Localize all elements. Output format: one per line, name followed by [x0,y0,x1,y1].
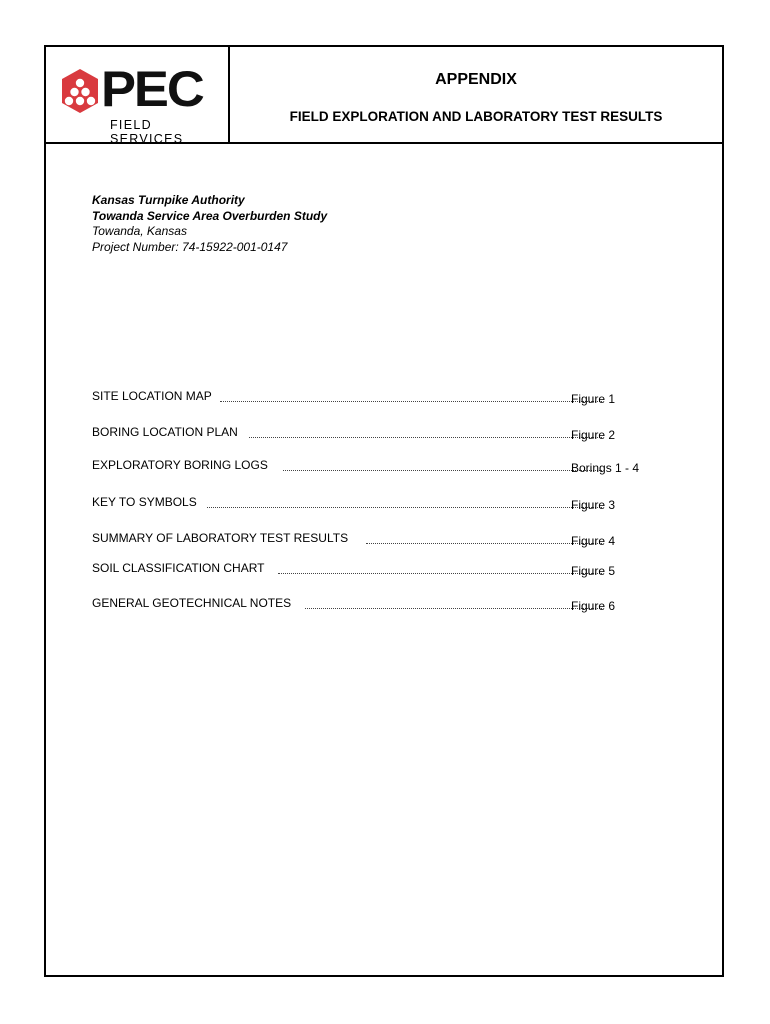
project-client: Kansas Turnpike Authority [92,193,245,207]
pec-logo-icon [62,69,98,113]
toc-item-ref: Figure 5 [571,564,616,578]
toc-item-label: KEY TO SYMBOLS [92,495,197,509]
toc-leader [207,507,602,508]
toc-item [92,531,652,549]
toc-item-label: GENERAL GEOTECHNICAL NOTES [92,596,292,610]
toc-item-ref: Figure 2 [571,428,616,442]
toc-item [92,495,652,513]
toc-leader [278,573,602,574]
title-block [230,47,722,142]
page-subtitle: FIELD EXPLORATION AND LABORATORY TEST RESULTS [289,109,663,124]
project-number: Project Number: 74-15922-001-0147 [92,239,288,254]
toc-item [92,458,652,476]
toc-item-label: SOIL CLASSIFICATION CHART [92,561,265,575]
toc-item-ref: Borings 1 - 4 [571,461,640,475]
toc-item-ref: Figure 3 [571,498,616,512]
logo-wordmark: PEC [101,61,203,117]
toc-leader [249,437,602,438]
toc-leader [283,470,602,471]
toc-leader [220,401,602,402]
toc-item-ref: Figure 4 [571,534,616,548]
toc-leader [366,543,602,544]
toc-item [92,561,652,579]
toc-item [92,596,652,614]
toc-item-label: EXPLORATORY BORING LOGS [92,458,268,472]
header [46,47,722,144]
toc-item-label: SUMMARY OF LABORATORY TEST RESULTS [92,531,349,545]
logo-subtitle: FIELD SERVICES [110,118,184,146]
project-location: Towanda, Kansas [92,224,187,238]
project-info [92,193,327,255]
project-study: Towanda Service Area Overburden Study [92,208,328,223]
toc-item-ref: Figure 6 [571,599,616,613]
page-title: APPENDIX [435,71,517,88]
logo [46,47,230,146]
toc-item-label: SITE LOCATION MAP [92,389,212,403]
toc-item [92,389,652,407]
toc-leader [305,608,602,609]
toc-item [92,425,652,443]
page-frame [44,45,724,977]
toc-item-ref: Figure 1 [571,392,616,406]
toc-item-label: BORING LOCATION PLAN [92,425,238,439]
